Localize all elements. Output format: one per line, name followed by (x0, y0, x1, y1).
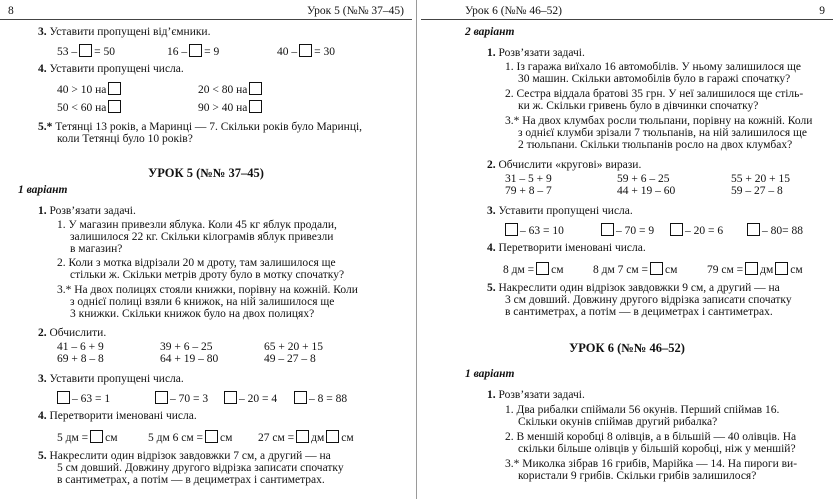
problem-3b: 3.* Миколка зібрав 16 грибів, Марійка — 14. На пироги ви- (505, 458, 798, 470)
problem-1b: 1. Два рибалки спіймали 56 окунів. Перший спіймав 16. (505, 404, 780, 416)
answer-box[interactable] (775, 262, 788, 275)
variant-label: 1 варіант (18, 184, 68, 196)
answer-box[interactable] (650, 262, 663, 275)
answer-box[interactable] (505, 223, 518, 236)
answer-box[interactable] (299, 44, 312, 57)
right-page: Урок 6 (№№ 46–52) 9 2 варіант 1. Розв’язати задачі. 1. Із гаража виїхало 16 автомобілів. У ньому залишилося ще 30 машин. Скільки автомобілів було в гаражі спочатку? 2. Сестра віддала братові 35 грн. У неї залишилося ще стіль- ки ж. Скільки гривень було в дівчинки спочатку? 3.* На двох клумбах росли тюльпани, порівну на кожній. Коли з однієї клумби зрізали 7 тюльпанів, на ній залишилося ще 2 тюльпани. Скільки тюльпанів росло на двох клумбах? 2. Обчислити «кругові» вирази. 31 – 5 + 9 59 + 6 – 25 55 + 20 + 15 79 + 8 – 7 44 + 19 – 60 59 – 27 – 8 3. Уставити пропущені числа. – 63 = 10 – 70 = 9 – 20 = 6 – 80= 88 4. Перетворити іменовані числа. 8 дм = см 8 дм 7 см = см 79 см = дм см 5. Накреслити один відрізок завдовжки 9 см, а другий — на 3 см довший. Довжину другого відрізка записати спочатку в сантиметрах, а потім — в дециметрах і сантиметрах. УРОК 6 (№№ 46–52) 1 варіант 1. Розв’язати задачі. 1. Два рибалки спіймали 56 окунів. Перший спіймав 16. Скільки окунів спіймав другий рибалка? 2. В меншій коробці 8 олівців, а в більшій — 40 олівців. На скільки більше олівців у більшій коробці, ніж у меншій? 3.* Миколка зібрав 16 грибів, Марійка — 14. На пироги ви- користали 9 грибів. Скільки грибів залишилося? (421, 0, 833, 499)
task-4: 4. Перетворити іменовані числа. (487, 242, 646, 254)
answer-box[interactable] (601, 223, 614, 236)
lesson-title: УРОК 5 (№№ 37–45) (148, 166, 264, 180)
problem-3: 3.* На двох полицях стояли книжки, порівну на кожній. Коли (57, 284, 358, 296)
answer-box[interactable] (745, 262, 758, 275)
task-1b: 1. Розв’язати задачі. (487, 389, 585, 401)
problem-2: 2. Коли з мотка відрізали 20 м дроту, там залишилося ще (57, 257, 336, 269)
left-page: 8 Урок 5 (№№ 37–45) 3. Уставити пропущені від’ємники. 53 – = 50 16 – = 9 40 – = 30 4. Уставити пропущені числа. 40 > 10 на 20 < 80 на 50 < 60 на 90 > 40 на 5.* Тетянці 13 років, а Маринці — 7. Скільки років було Маринці, коли Тетянці було 10 років? УРОК 5 (№№ 37–45) 1 варіант 1. Розв’язати задачі. 1. У магазин привезли яблука. Коли 45 кг яблук продали, залишилося 22 кг. Скільки кілограмів яблук привезли в магазин? 2. Коли з мотка відрізали 20 м дроту, там залишилося ще стільки ж. Скільки метрів дроту було в мотку спочатку? 3.* На двох полицях стояли книжки, порівну на кожній. Коли з однієї полиці взяли 6 книжок, на ній залишилося ще 3 книжки. Скільки книжок було на двох полицях? 2. Обчислити. 41 – 6 + 9 39 + 6 – 25 65 + 20 + 15 69 + 8 – 8 64 + 19 – 80 49 – 27 – 8 3. Уставити пропущені числа. – 63 = 1 – 70 = 3 – 20 = 4 – 8 = 88 4. Перетворити іменовані числа. 5 дм = см 5 дм 6 см = см 27 см = дм см 5. Накреслити один відрізок завдовжки 7 см, а другий — на 5 см довший. Довжину другого відрізка записати спочатку в сантиметрах, а потім — в дециметрах і сантиметрах. (0, 0, 412, 499)
header-rule (421, 19, 833, 20)
task-1: 1. Розв’язати задачі. (38, 205, 136, 217)
answer-box[interactable] (189, 44, 202, 57)
answer-box[interactable] (79, 44, 92, 57)
page-number: 8 (8, 5, 14, 17)
variant-label: 2 варіант (465, 26, 515, 38)
page-gutter (416, 0, 417, 499)
running-head: Урок 6 (№№ 46–52) (465, 5, 562, 17)
answer-box[interactable] (108, 100, 121, 113)
page-number: 9 (819, 5, 825, 17)
task-4: 4. Уставити пропущені числа. (38, 63, 184, 75)
answer-box[interactable] (249, 100, 262, 113)
answer-box[interactable] (670, 223, 683, 236)
task-3b: 3. Уставити пропущені числа. (38, 373, 184, 385)
task-2: 2. Обчислити «кругові» вирази. (487, 159, 642, 171)
lesson-title: УРОК 6 (№№ 46–52) (569, 341, 685, 355)
task-5: 5.* Тетянці 13 років, а Маринці — 7. Скільки років було Маринці, (38, 121, 363, 133)
problem-2: 2. Сестра віддала братові 35 грн. У неї залишилося ще стіль- (505, 88, 804, 100)
running-head: Урок 5 (№№ 37–45) (307, 5, 404, 17)
problem-2b: 2. В меншій коробці 8 олівців, а в більшій — 40 олівців. На (505, 431, 797, 443)
variant-label: 1 варіант (465, 368, 515, 380)
task-3: 3. Уставити пропущені від’ємники. (38, 26, 211, 38)
answer-box[interactable] (536, 262, 549, 275)
answer-box[interactable] (205, 430, 218, 443)
problem-1: 1. У магазин привезли яблука. Коли 45 кг яблук продали, (57, 219, 337, 231)
answer-box[interactable] (249, 82, 262, 95)
problem-1: 1. Із гаража виїхало 16 автомобілів. У ньому залишилося ще (505, 61, 802, 73)
answer-box[interactable] (294, 391, 307, 404)
task-5b: 5. Накреслити один відрізок завдовжки 7 см, а другий — на (38, 450, 331, 462)
task-3-expressions: 53 – = 50 (57, 46, 115, 58)
answer-box[interactable] (155, 391, 168, 404)
header-rule (0, 19, 412, 20)
answer-box[interactable] (224, 391, 237, 404)
task-5: 5. Накреслити один відрізок завдовжки 9 см, а другий — на (487, 282, 780, 294)
task-3: 3. Уставити пропущені числа. (487, 205, 633, 217)
task-1: 1. Розв’язати задачі. (487, 47, 585, 59)
answer-box[interactable] (90, 430, 103, 443)
answer-box[interactable] (326, 430, 339, 443)
answer-box[interactable] (57, 391, 70, 404)
problem-3: 3.* На двох клумбах росли тюльпани, порівну на кожній. Коли (505, 115, 813, 127)
answer-box[interactable] (747, 223, 760, 236)
task-4b: 4. Перетворити іменовані числа. (38, 410, 197, 422)
task-2: 2. Обчислити. (38, 327, 107, 339)
answer-box[interactable] (108, 82, 121, 95)
answer-box[interactable] (296, 430, 309, 443)
